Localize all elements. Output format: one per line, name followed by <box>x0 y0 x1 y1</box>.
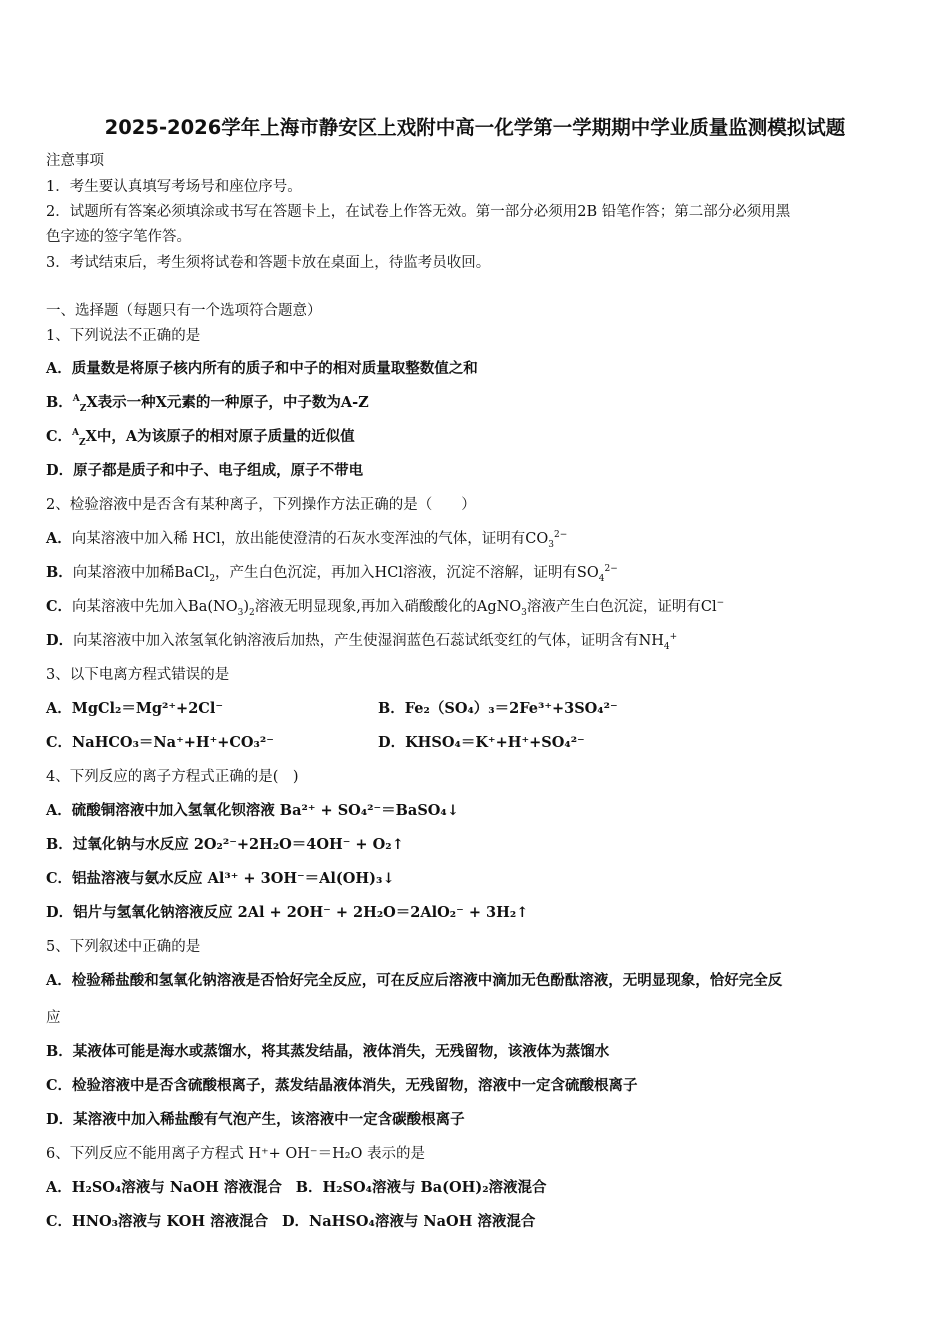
q1-option-a: A．质量数是将原子核内所有的质子和中子的相对质量取整数值之和 <box>46 360 478 377</box>
q3-stem: 3、以下电离方程式错误的是 <box>46 667 230 683</box>
notice-item-2: 2．试题所有答案必须填涂或书写在答题卡上，在试卷上作答无效。第一部分必须用2B 铅笔作答；第二部分必须用黑 <box>46 204 791 220</box>
q1-option-b: B．$^A_Z$X表示一种X元素的一种原子，中子数为A-Z <box>46 394 369 414</box>
q6-options-cd: C．HNO₃溶液与 KOH 溶液混合 D．NaHSO₄溶液与 NaOH 溶液混合 <box>46 1213 536 1230</box>
section-heading: 一、选择题（每题只有一个选项符合题意） <box>46 303 322 319</box>
q2-option-b: B．向某溶液中加稀BaCl$_2$，产生白色沉淀，再加入HCl溶液，沉淀不溶解，证明有$SO_4^{2-}$ <box>46 564 618 584</box>
q3-option-d: D．KHSO₄＝K⁺+H⁺+SO₄²⁻ <box>378 734 585 751</box>
q3-option-b: B．Fe₂（SO₄）₃＝2Fe³⁺+3SO₄²⁻ <box>378 700 618 717</box>
q1-option-c: C．$^A_Z$X中，A为该原子的相对原子质量的近似值 <box>46 428 355 448</box>
q5-option-c: C．检验溶液中是否含硫酸根离子，蒸发结晶液体消失，无残留物，溶液中一定含硫酸根离子 <box>46 1077 638 1094</box>
notice-heading: 注意事项 <box>46 153 104 169</box>
q4-option-b: B．过氧化钠与水反应 2O₂²⁻+2H₂O＝4OH⁻ + O₂↑ <box>46 836 404 853</box>
notice-item-2-cont: 色字迹的签字笔作答。 <box>46 229 191 245</box>
q1-option-d: D．原子都是质子和中子、电子组成，原子不带电 <box>46 462 364 479</box>
q2-option-d: D．向某溶液中加入浓氢氧化钠溶液后加热，产生使湿润蓝色石蕊试纸变红的气体，证明含有$NH_4^+$ <box>46 632 678 652</box>
q4-option-d: D．铝片与氢氧化钠溶液反应 2Al + 2OH⁻ + 2H₂O＝2AlO₂⁻ + 3H₂↑ <box>46 904 529 921</box>
q5-option-d: D．某溶液中加入稀盐酸有气泡产生，该溶液中一定含碳酸根离子 <box>46 1111 465 1128</box>
q6-options-ab: A．H₂SO₄溶液与 NaOH 溶液混合 B．H₂SO₄溶液与 Ba(OH)₂溶液混合 <box>46 1179 547 1196</box>
q5-option-a-cont: 应 <box>46 1010 61 1026</box>
q6-stem: 6、下列反应不能用离子方程式 H⁺+ OH⁻＝H₂O 表示的是 <box>46 1146 426 1162</box>
q4-stem: 4、下列反应的离子方程式正确的是( ) <box>46 769 299 785</box>
q3-option-c: C．NaHCO₃＝Na⁺+H⁺+CO₃²⁻ <box>46 734 274 751</box>
q3-option-a: A．MgCl₂＝Mg²⁺+2Cl⁻ <box>46 700 223 717</box>
q5-option-b: B．某液体可能是海水或蒸馏水，将其蒸发结晶，液体消失，无残留物，该液体为蒸馏水 <box>46 1043 610 1060</box>
q5-option-a: A．检验稀盐酸和氢氧化钠溶液是否恰好完全反应，可在反应后溶液中滴加无色酚酞溶液，无明显现象，恰好完全反 <box>46 972 783 989</box>
notice-item-1: 1．考生要认真填写考场号和座位序号。 <box>46 179 302 195</box>
q4-option-a: A．硫酸铜溶液中加入氢氧化钡溶液 Ba²⁺ + SO₄²⁻＝BaSO₄↓ <box>46 802 459 819</box>
q2-stem: 2、检验溶液中是否含有某种离子，下列操作方法正确的是（ ） <box>46 497 476 513</box>
q1-stem: 1、下列说法不正确的是 <box>46 328 201 344</box>
q5-stem: 5、下列叙述中正确的是 <box>46 939 201 955</box>
q2-option-c: C．向某溶液中先加入$Ba(NO_3)_2$溶液无明显现象,再加入硝酸酸化的AgNO$_3$溶液产生白色沉淀，证明有Cl− <box>46 598 725 618</box>
q2-option-a: A．向某溶液中加入稀 HCl，放出能使澄清的石灰水变浑浊的气体，证明有$CO_3^{2-}$ <box>46 530 568 550</box>
q4-option-c: C．铝盐溶液与氨水反应 Al³⁺ + 3OH⁻＝Al(OH)₃↓ <box>46 870 395 887</box>
page-title: 2025-2026学年上海市静安区上戏附中高一化学第一学期期中学业质量监测模拟试题 <box>104 116 846 139</box>
notice-item-3: 3．考试结束后，考生须将试卷和答题卡放在桌面上，待监考员收回。 <box>46 255 491 271</box>
